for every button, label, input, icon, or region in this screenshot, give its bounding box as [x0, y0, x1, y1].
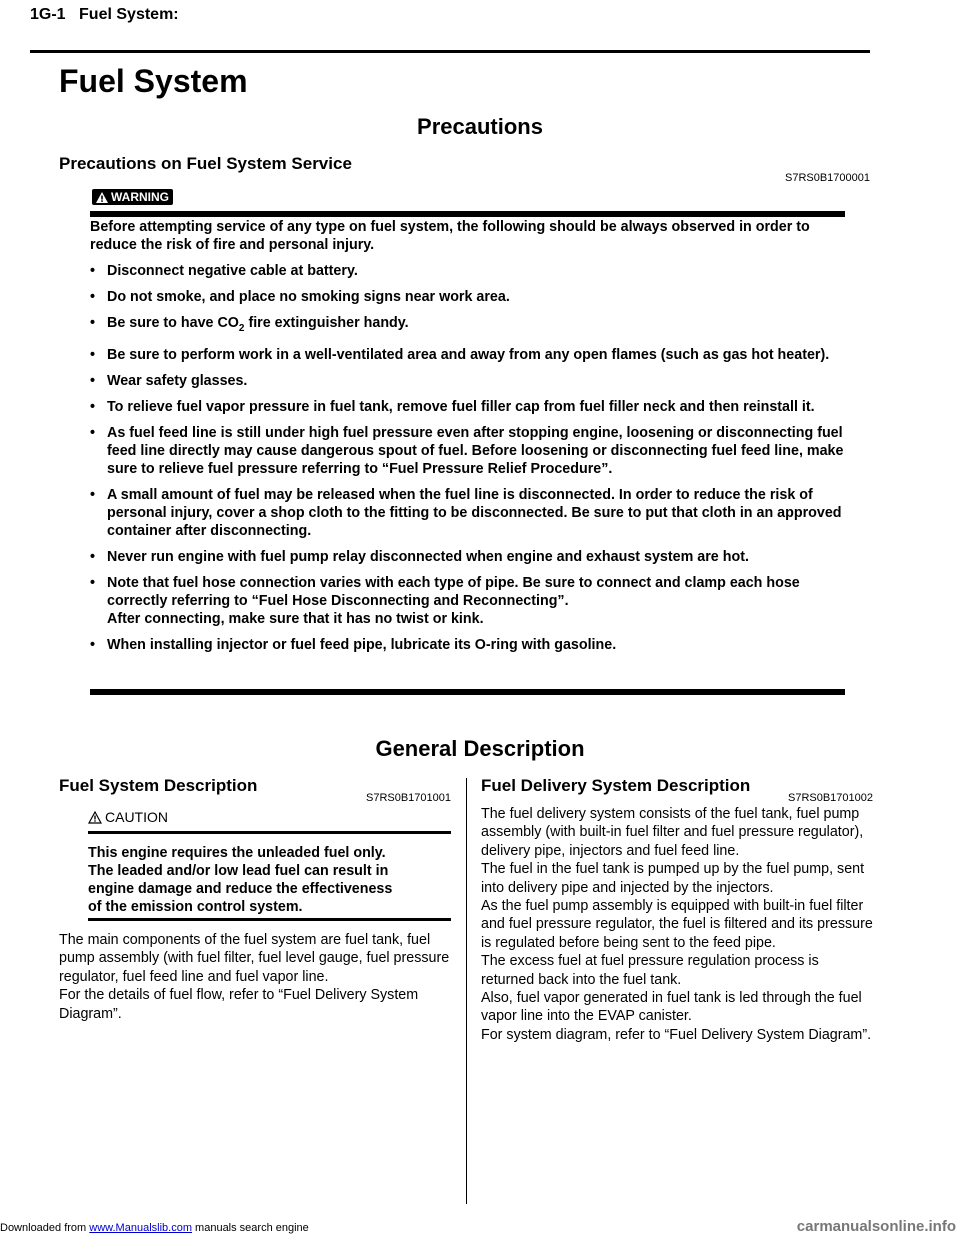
paragraph: The fuel delivery system consists of the fuel tank, fuel pump assembly (with built-in fuel filter and fuel pressure regulator), delivery pipe, injectors and fuel feed line.: [481, 806, 864, 859]
paragraph: Also, fuel vapor generated in fuel tank is led through the fuel vapor line into the EVAP canister.: [481, 990, 862, 1025]
bullet: •: [90, 574, 96, 591]
caution-label: CAUTION: [88, 809, 168, 825]
warning-intro: Before attempting service of any type on fuel system, the following should be always observed in order to reduce the risk of fire and personal injury.: [90, 219, 810, 253]
warning-list: [90, 262, 850, 654]
bullet: •: [90, 548, 96, 565]
paragraph: For system diagram, refer to “Fuel Delivery System Diagram”.: [481, 1026, 872, 1043]
list-item: • Be sure to perform work in a well-ventilated area and away from any open flames (such as gas hot heater).: [90, 346, 830, 363]
paragraph: The fuel in the fuel tank is pumped up by the fuel pump, sent into delivery pipe and injected by the injectors.: [481, 861, 865, 896]
bullet: •: [90, 346, 96, 363]
bullet: •: [90, 398, 96, 415]
page-title: Fuel System: [59, 63, 248, 99]
bullet: •: [90, 289, 96, 305]
list-item: • Note that fuel hose connection varies with each type of pipe. Be sure to connect and clamp each hose correctly referring to “Fuel Hose Disconnecting and Reconnecting”. After connecting, make sure that it has no twist or kink.: [90, 574, 800, 627]
list-item: • Be sure to have $CO_2$ fire extinguisher handy.: [90, 315, 409, 334]
fuel-delivery-code: S7RS0B1701002: [787, 792, 873, 804]
running-header: [30, 6, 179, 24]
watermark: carmanualsonline.info: [796, 1218, 956, 1235]
caution-triangle-icon: [88, 811, 102, 824]
header-rule: [30, 50, 870, 53]
section-number: 1G-1: [30, 6, 66, 23]
list-item: • A small amount of fuel may be released when the fuel line is disconnected. In order to reduce the risk of personal injury, cover a shop cloth to the fitting to be disconnected. Be sure to put that cloth in an approved container after disconnecting.: [90, 486, 842, 539]
caution-rule-top: [88, 831, 451, 834]
download-footer: Downloaded from www.Manualslib.com manuals search engine: [0, 1222, 309, 1234]
fuel-system-text: [59, 931, 451, 1023]
paragraph: For the details of fuel flow, refer to “Fuel Delivery System Diagram”.: [59, 987, 419, 1022]
bullet: •: [90, 486, 96, 503]
caution-rule-bottom: [88, 918, 451, 921]
warning-bar-bottom: [90, 689, 845, 695]
warning-bar-top: [90, 211, 845, 217]
fuel-system-heading: Fuel System Description: [59, 776, 258, 795]
warning-badge: [92, 189, 173, 205]
paragraph: As the fuel pump assembly is equipped with built-in fuel filter and fuel pressure regulator, the fuel is filtered and its pressure is regulated before being sent to the feed pipe.: [481, 898, 873, 951]
precautions-title: Precautions: [417, 114, 543, 139]
list-item: • When installing injector or fuel feed pipe, lubricate its O-ring with gasoline.: [90, 636, 617, 653]
bullet: •: [90, 315, 96, 331]
warning-triangle-icon: [96, 192, 108, 203]
paragraph: The main components of the fuel system are fuel tank, fuel pump assembly (with fuel filter, fuel level gauge, fuel pressure regulator, fuel feed line and fuel vapor line.: [59, 932, 450, 985]
warning-body: [90, 218, 850, 662]
list-item: • To relieve fuel vapor pressure in fuel tank, remove fuel filler cap from fuel filler neck and then reinstall it.: [90, 398, 815, 415]
precautions-subheading: Precautions on Fuel System Service: [59, 154, 352, 173]
list-item: • Never run engine with fuel pump relay disconnected when engine and exhaust system are hot.: [90, 548, 749, 565]
column-divider: [466, 778, 467, 1204]
list-item: • As fuel feed line is still under high fuel pressure even after stopping engine, loosening or disconnecting fuel feed line directly may cause dangerous spout of fuel. Before loosening or disconnecting fuel feed line, make sure to relieve fuel pressure referring to “Fuel Pressure Relief Procedure”.: [90, 424, 844, 477]
paragraph: The excess fuel at fuel pressure regulation process is returned back into the fuel tank.: [481, 953, 819, 988]
list-item: • Do not smoke, and place no smoking signs near work area.: [90, 289, 510, 305]
bullet: •: [90, 424, 96, 441]
list-item: • Disconnect negative cable at battery.: [90, 263, 358, 279]
fuel-delivery-text: [481, 805, 873, 1044]
caution-body: This engine requires the unleaded fuel only. The leaded and/or low lead fuel can result in engine damage and reduce the effectiveness of the emission control system.: [88, 845, 393, 915]
warning-label: WARNING: [111, 190, 169, 204]
bullet: •: [90, 263, 96, 279]
list-item: • Wear safety glasses.: [90, 372, 248, 389]
fuel-delivery-heading: Fuel Delivery System Description: [481, 776, 751, 795]
header-title: Fuel System:: [79, 6, 179, 23]
fuel-system-code: S7RS0B1701001: [365, 792, 451, 804]
bullet: •: [90, 636, 96, 653]
precautions-code: S7RS0B1700001: [784, 172, 870, 184]
manualslib-link[interactable]: www.Manualslib.com: [89, 1222, 192, 1234]
bullet: •: [90, 372, 96, 389]
general-description-title: General Description: [375, 736, 585, 761]
